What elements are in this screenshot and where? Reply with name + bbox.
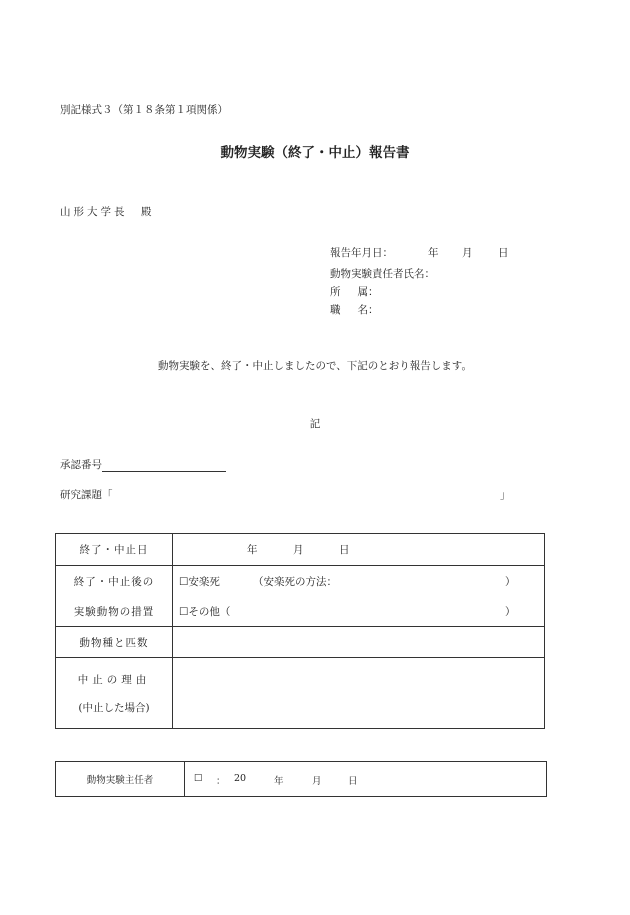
reason-label-line-1: 中止の理由: [77, 673, 151, 686]
measures-label-line-1: 終了・中止後の: [73, 575, 155, 588]
end-month-unit: 月: [293, 544, 304, 556]
table-row: [56, 762, 547, 797]
euthanasia-close-paren: ）: [505, 575, 516, 588]
end-year-unit: 年: [247, 544, 258, 556]
ki-heading: 記: [309, 418, 321, 430]
chief-colon: ：: [216, 776, 226, 787]
table-row: [56, 627, 545, 658]
chief-month-unit: 月: [312, 776, 322, 787]
report-statement: 動物実験を、終了・中止しましたので、下記のとおり報告します。: [158, 360, 472, 372]
other-close-paren: ）: [505, 605, 516, 618]
euthanasia-option: [173, 566, 544, 596]
species-count-label: 動物種と匹数: [56, 627, 173, 658]
reason-label: [56, 658, 173, 729]
species-count-field[interactable]: [173, 627, 545, 658]
end-date-label: 終了・中止日: [56, 534, 173, 566]
measures-field: [173, 566, 545, 627]
report-table: [55, 533, 545, 729]
reason-label-line-2: (中止した場合): [78, 701, 150, 714]
position-colon: ：: [368, 304, 379, 316]
form-number-label: 別記様式３（第１８条第１項関係）: [60, 104, 228, 116]
approval-number-field[interactable]: [102, 460, 226, 472]
chief-year-unit: 年: [274, 776, 284, 787]
addressee: 山形大学長 殿: [60, 206, 155, 218]
chief-year-prefix: 20: [234, 773, 247, 784]
responsible-name-label: 動物実験責任者氏名：: [330, 268, 435, 280]
approval-number-row: [60, 457, 226, 472]
measures-label-line-2: 実験動物の措置: [73, 605, 155, 618]
affiliation-row: [330, 284, 379, 299]
report-month-unit: 月: [462, 247, 473, 259]
table-row: [56, 658, 545, 729]
affiliation-colon: ：: [368, 286, 379, 298]
position-row: [330, 302, 379, 317]
reason-field[interactable]: [173, 658, 545, 729]
position-label: 職名: [330, 304, 368, 316]
affiliation-label: 所属: [330, 286, 368, 298]
end-day-unit: 日: [339, 544, 350, 556]
chief-researcher-field: [185, 762, 547, 797]
euthanasia-method-label: （安楽死の方法：: [253, 575, 337, 588]
table-row: [56, 534, 545, 566]
approval-number-label: 承認番号: [60, 459, 102, 471]
research-title-label: 研究課題「: [60, 489, 113, 501]
research-title-close-bracket: 」: [500, 489, 511, 501]
table-row: [56, 566, 545, 627]
report-year-unit: 年: [428, 247, 439, 259]
report-date-row: [330, 245, 509, 260]
chief-day-unit: 日: [348, 776, 358, 787]
chief-checkbox[interactable]: ☐: [194, 773, 203, 784]
report-date-label: 報告年月日：: [330, 247, 393, 259]
measures-label: [56, 566, 173, 627]
euthanasia-checkbox[interactable]: ☐安楽死: [179, 575, 220, 588]
report-day-unit: 日: [498, 247, 509, 259]
chief-researcher-label: 動物実験主任者: [56, 762, 185, 797]
signature-table: [55, 761, 547, 797]
document-title: 動物実験（終了・中止）報告書: [220, 145, 410, 161]
end-date-field[interactable]: [173, 534, 545, 566]
other-option: [173, 596, 544, 626]
other-checkbox[interactable]: ☐その他（: [179, 605, 231, 618]
